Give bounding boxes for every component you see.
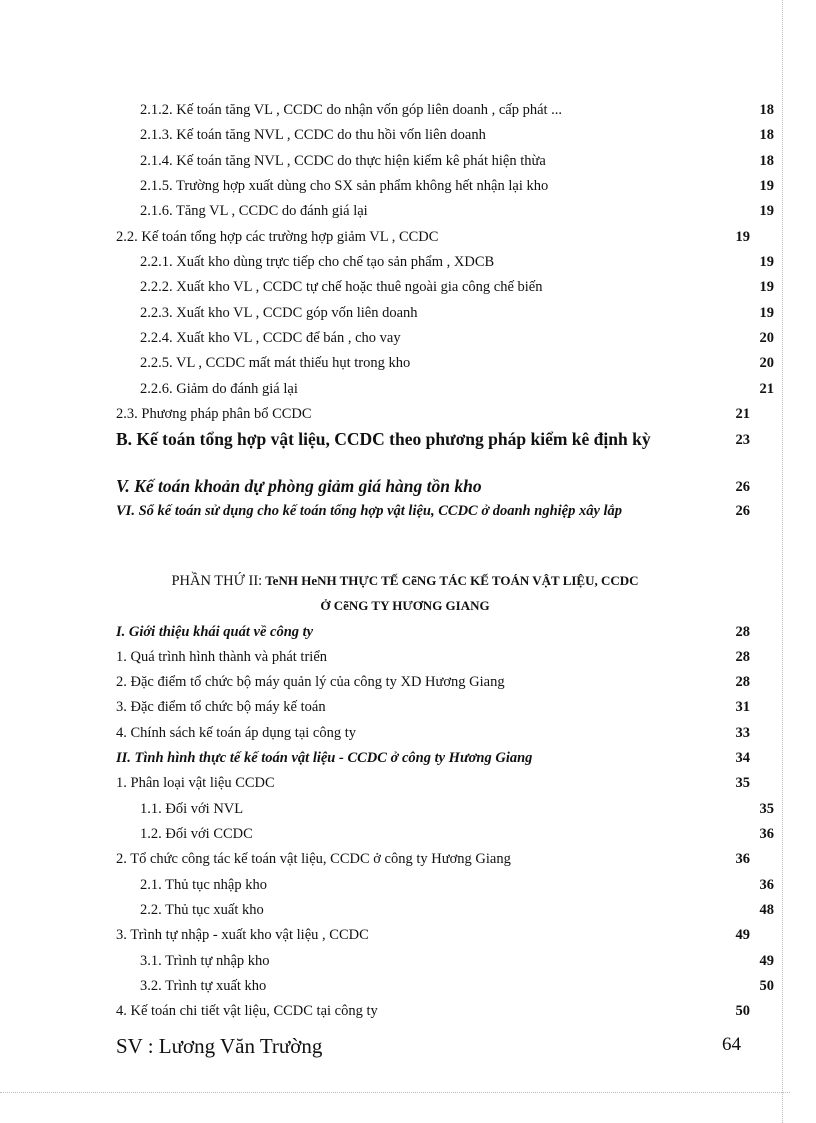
toc-entry-page: 26 [735,479,750,495]
toc-entry-text: 3.2. Trình tự xuất kho [140,978,267,994]
toc-entry-text: 2.1. Thủ tục nhập kho [140,877,267,893]
toc-entry-page: 21 [759,381,774,397]
part-title-lead: PHẦN THỨ II: [171,573,263,589]
toc-entry[interactable] [140,379,774,399]
toc-entry-page: 36 [759,877,774,893]
toc-entry[interactable] [116,227,756,247]
toc-entry-page: 31 [735,699,750,715]
toc-entry-text: I. Giới thiệu khái quát về công ty [116,624,314,640]
toc-entry-text: 2.3. Phương pháp phân bổ CCDC [116,406,312,422]
toc-entry-page: 28 [735,674,750,690]
toc-heading-entry[interactable] [116,748,756,768]
toc-entry-page: 20 [759,330,774,346]
toc-entry-page: 36 [735,851,750,867]
toc-entry[interactable] [140,151,774,171]
toc-entry-text: II. Tình hình thực tế kế toán vật liệu - CCDC ở công ty Hương Giang [116,750,533,766]
toc-entry-text: 2.1.6. Tăng VL , CCDC do đánh giá lại [140,203,368,219]
page-edge-bottom [0,1092,790,1093]
toc-entry-text: 2.2.5. VL , CCDC mất mát thiếu hụt trong kho [140,355,411,371]
toc-entry-text: 1.1. Đối với NVL [140,801,244,817]
toc-entry-text: 2.1.4. Kế toán tăng NVL , CCDC do thực hiện kiểm kê phát hiện thừa [140,153,546,169]
toc-entry[interactable] [140,125,774,145]
toc-entry-text: 2.2.2. Xuất kho VL , CCDC tự chế hoặc thuê ngoài gia công chế biến [140,279,543,295]
toc-entry-text: 3.1. Trình tự nhập kho [140,953,270,969]
toc-entry-text: 2.2.6. Giảm do đánh giá lại [140,381,298,397]
toc-entry[interactable] [140,201,774,221]
toc-entry-page: 19 [759,178,774,194]
toc-entry-text: 2. Tổ chức công tác kế toán vật liệu, CCDC ở công ty Hương Giang [116,851,511,867]
toc-entry-text: 2.1.2. Kế toán tăng VL , CCDC do nhận vốn góp liên doanh , cấp phát ... [140,102,563,118]
toc-entry[interactable] [140,951,774,971]
toc-heading-entry[interactable] [116,501,756,521]
toc-entry-text: 3. Trình tự nhập - xuất kho vật liệu , CCDC [116,927,369,943]
toc-entry[interactable] [140,824,774,844]
toc-heading-entry[interactable] [116,475,756,497]
toc-entry[interactable] [116,647,756,667]
toc-entry[interactable] [140,252,774,272]
toc-entry-text: B. Kế toán tổng hợp vật liệu, CCDC theo phương pháp kiểm kê định kỳ [116,429,651,449]
toc-entry-text: 2.2. Kế toán tổng hợp các trường hợp giảm VL , CCDC [116,229,439,245]
toc-entry[interactable] [116,849,756,869]
toc-entry[interactable] [140,176,774,196]
part-title-text: TeNH HeNH THỰC TẾ CẽNG TÁC KẾ TOÁN VẬT LIỆU, CCDC [265,573,639,588]
toc-heading-entry[interactable] [116,428,756,450]
toc-entry[interactable] [116,773,756,793]
part-title-line-2: Ở CẽNG TY HƯƠNG GIANG [320,598,490,613]
toc-entry-text: 2.2.3. Xuất kho VL , CCDC góp vốn liên doanh [140,305,418,321]
toc-entry[interactable] [140,976,774,996]
toc-entry-page: 18 [759,102,774,118]
toc-entry-page: 49 [759,953,774,969]
toc-entry[interactable] [116,672,756,692]
toc-entry-page: 18 [759,153,774,169]
toc-entry-text: 2.2. Thủ tục xuất kho [140,902,264,918]
toc-entry[interactable] [140,100,774,120]
toc-entry-page: 33 [735,725,750,741]
toc-entry[interactable] [116,723,756,743]
toc-entry-text: 2.2.1. Xuất kho dùng trực tiếp cho chế tạo sản phẩm , XDCB [140,254,495,270]
toc-entry-page: 50 [759,978,774,994]
toc-entry-page: 19 [759,203,774,219]
toc-entry[interactable] [140,875,774,895]
toc-entry-text: V. Kế toán khoản dự phòng giảm giá hàng tồn kho [116,476,482,496]
toc-entry[interactable] [140,277,774,297]
toc-entry-page: 19 [759,305,774,321]
page-edge-right [782,0,783,1123]
toc-entry-text: 2.1.5. Trường hợp xuất dùng cho SX sản phẩm không hết nhận lại kho [140,178,549,194]
toc-entry-page: 36 [759,826,774,842]
toc-entry-page: 20 [759,355,774,371]
toc-entry-text: 2. Đặc điểm tổ chức bộ máy quản lý của công ty XD Hương Giang [116,674,505,690]
toc-entry-page: 49 [735,927,750,943]
toc-entry[interactable] [116,697,756,717]
toc-entry[interactable] [140,328,774,348]
toc-entry-page: 23 [735,432,750,448]
toc-entry-page: 28 [735,624,750,640]
toc-entry[interactable] [140,353,774,373]
toc-entry[interactable] [140,799,774,819]
toc-entry-page: 50 [735,1003,750,1019]
toc-entry-text: 4. Kế toán chi tiết vật liệu, CCDC tại công ty [116,1003,378,1019]
toc-entry-page: 19 [759,279,774,295]
toc-entry-text: 1. Phân loại vật liệu CCDC [116,775,275,791]
toc-entry[interactable] [116,404,756,424]
toc-entry-page: 48 [759,902,774,918]
toc-entry-text: VI. Sổ kế toán sử dụng cho kế toán tổng hợp vật liệu, CCDC ở doanh nghiệp xây lắp [116,503,623,519]
toc-entry-page: 35 [759,801,774,817]
toc-entry-page: 26 [735,503,750,519]
toc-entry-text: 1.2. Đối với CCDC [140,826,253,842]
toc-entry-text: 2.1.3. Kế toán tăng NVL , CCDC do thu hồi vốn liên doanh [140,127,486,143]
footer-page-number: 64 [722,1034,741,1055]
footer-author: SV : Lương Văn Trường [116,1034,323,1058]
toc-entry-page: 35 [735,775,750,791]
toc-entry-text: 3. Đặc điểm tổ chức bộ máy kế toán [116,699,326,715]
toc-entry-page: 28 [735,649,750,665]
toc-entry-text: 2.2.4. Xuất kho VL , CCDC để bán , cho vay [140,330,401,346]
toc-entry-page: 19 [735,229,750,245]
toc-entry[interactable] [140,303,774,323]
toc-entry-page: 34 [735,750,750,766]
toc-entry-text: 1. Quá trình hình thành và phát triển [116,649,328,665]
toc-entry-text: 4. Chính sách kế toán áp dụng tại công ty [116,725,357,741]
toc-entry-page: 21 [735,406,750,422]
toc-entry-page: 18 [759,127,774,143]
toc-entry[interactable] [116,925,756,945]
toc-entry[interactable] [116,1001,756,1021]
part-title-line-1 [110,571,700,591]
toc-entry-page: 19 [759,254,774,270]
toc-heading-entry[interactable] [116,622,756,642]
toc-entry[interactable] [140,900,774,920]
